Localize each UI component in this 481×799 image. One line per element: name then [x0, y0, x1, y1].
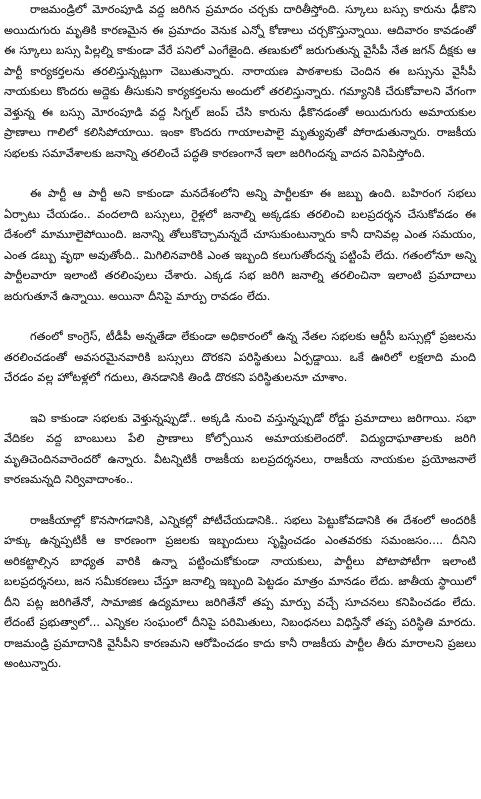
paragraph-spacer	[4, 307, 476, 327]
article-paragraph: రాజమండ్రిలో మోరంపూడి వద్ద జరిగిన ప్రమాదం చర్చకు దారితీస్తోంది. స్కూలు బస్సు కారును ఢీకొని అయిదుగురు మృతికి కారణమైన ఈ ప్రమాదం వెనుక ఎన్నో కోణాలు చర్చకొస్తున్నాయి. ఆదివారం కావడంతో ఈ స్కూలు బస్సు పిల్లల్ని కాకుండా వేరే పనిలో ఎంగేజైంది. తణుకులో జరుగుతున్న వైసీపీ నేత జగన్ దీక్షకు ఆ పార్టీ కార్యకర్తలను తరలిస్తున్నట్లుగా చెబుతున్నారు. నారాయణ పాఠశాలకు చెందిన ఈ బస్సును వైసీపీ నాయకులు కొందరు అద్దెకు తీసుకుని కార్యకర్తలను అందులో తరలిస్తున్నారు. గమ్యానికి చేరుకోవాలని వేగంగా వెళ్తున్న ఈ బస్సు మోరంపూడి వద్ద సిగ్నల్ జంప్ చేసి కారును ఢీకొనడంతో అయిదుగురు అమాయకుల ప్రాణాలు గాలిలో కలిసిపోయాయి. ఇంకా కొందరు గాయాలపాలై మృత్యువుతో పోరాడుతున్నారు. రాజకీయ సభలకు సమావేశాలకు జనాన్ని తరలించే పద్ధతి కారణంగానే ఇలా జరిగిందన్న వాదన వినిపిస్తోంది.	[4, 3, 476, 160]
article-paragraph: ఈ పార్టీ ఆ పార్టీ అని కాకుండా మనదేశంలోని అన్ని పార్టీలకూ ఈ జబ్బు ఉంది. బహిరంగ సభలు ఏర్పాటు చేయడం.. వందలాది బస్సులు, రైళ్లలో జనాల్ని అక్కడకు తరలించి బలప్రదర్శన చేసుకోవడం ఈ దేశంలో మామూలైపోయింది. జనాన్ని తోలుకొచ్చామన్నదే చూసుకుంటున్నారు కానీ దానివల్ల ఎంత సమయం, ఎంత డబ్బు వృథా అవుతోంది.. మిగిలినవారికి ఎంత ఇబ్బంది కలుగుతోందన్న పట్టింపే లేదు. గతంలోనూ అన్ని పార్టీలవారూ ఇలాంటి తరలింపులు చేశారు. ఎక్కడ సభ జరిగి జనాల్ని తరలించినా ఇలాంటి ప్రమాదాలు జరుగుతూనే ఉన్నాయి. అయినా దీనిపై మార్పు రావడం లేదు.	[4, 187, 476, 303]
article-paragraph: గతంలో కాంగ్రెస్, టీడీపీ అన్నతేడా లేకుండా అధికారంలో ఉన్న నేతల సభలకు ఆర్టీసీ బస్సుల్లో ప్రజలను తరలించడంతో అవసరమైనవారికి బస్సులు దొరకని పరిస్థితులు ఏర్పడ్డాయి. ఒకే ఊరిలో లక్షలాది మంది చేరడం వల్ల హోటళ్లలో గదులు, తినడానికి తిండి దొరకని పరిస్థితులనూ చూశాం.	[4, 330, 476, 384]
paragraph-spacer	[4, 491, 476, 511]
article-paragraph: రాజకీయాల్లో కొనసాగడానికి, ఎన్నికల్లో పోటీచేయడానికి.. సభలు పెట్టుకోవడానికి ఈ దేశంలో అందరికీ హక్కు ఉన్నప్పటికీ ఆ కారణంగా ప్రజలకు ఇబ్బందులు సృష్టించడం ఎంతవరకు సమంజసం.... దీనిని అరికట్టాల్సిన బాధ్యత వారికి ఉన్నా పట్టించుకోకుండా నాయకులు, పార్టీలు పోటాపోటీగా ఇలాంటి బలప్రదర్శనలు, జన సమీకరణలు చేస్తూ జనాల్ని ఇబ్బంది పెట్టడం మాత్రం మానడం లేదు. జాతీయ స్థాయిలో దీని పట్ల జరిగితేనో, సామాజిక ఉద్యమాలు జరిగితేనో తప్ప మార్పు వచ్చే సూచనలు కనిపించడం లేదు. లేదంటే ప్రభుత్వాలో... ఎన్నికల సంఘంలో దీనిపై పరిమితులు, నిబంధనలు విధిస్తేనో తప్ప పరిస్థితి మారదు. రాజమండ్రి ప్రమాదానికి వైసీపీని కారణమని ఆరోపించడం కాదు కానీ రాజకీయ పార్టీల తీరు మారాలని ప్రజలు అంటున్నారు.	[4, 513, 476, 670]
article-paragraph: ఇవి కాకుండా సభలకు వెళ్తున్నప్పుడో.. అక్కడి నుంచి వస్తున్నప్పుడో రోడ్డు ప్రమాదాలు జరిగాయి. సభా వేదికల వద్ద బాంబులు పేలి ప్రాణాలు కోల్పోయిన అమాయకులెందరో. విద్యుదాఘాతాలకు జరిగి మృతిచెందినవారెందరో ఉన్నారు. వీటన్నిటికీ రాజకీయ బలప్రదర్శనలు, రాజకీయ నాయకుల ప్రయోజనాలే కారణమన్నది నిర్వివాదాంశం..	[4, 411, 476, 486]
paragraph-spacer	[4, 164, 476, 184]
paragraph-spacer	[4, 389, 476, 409]
